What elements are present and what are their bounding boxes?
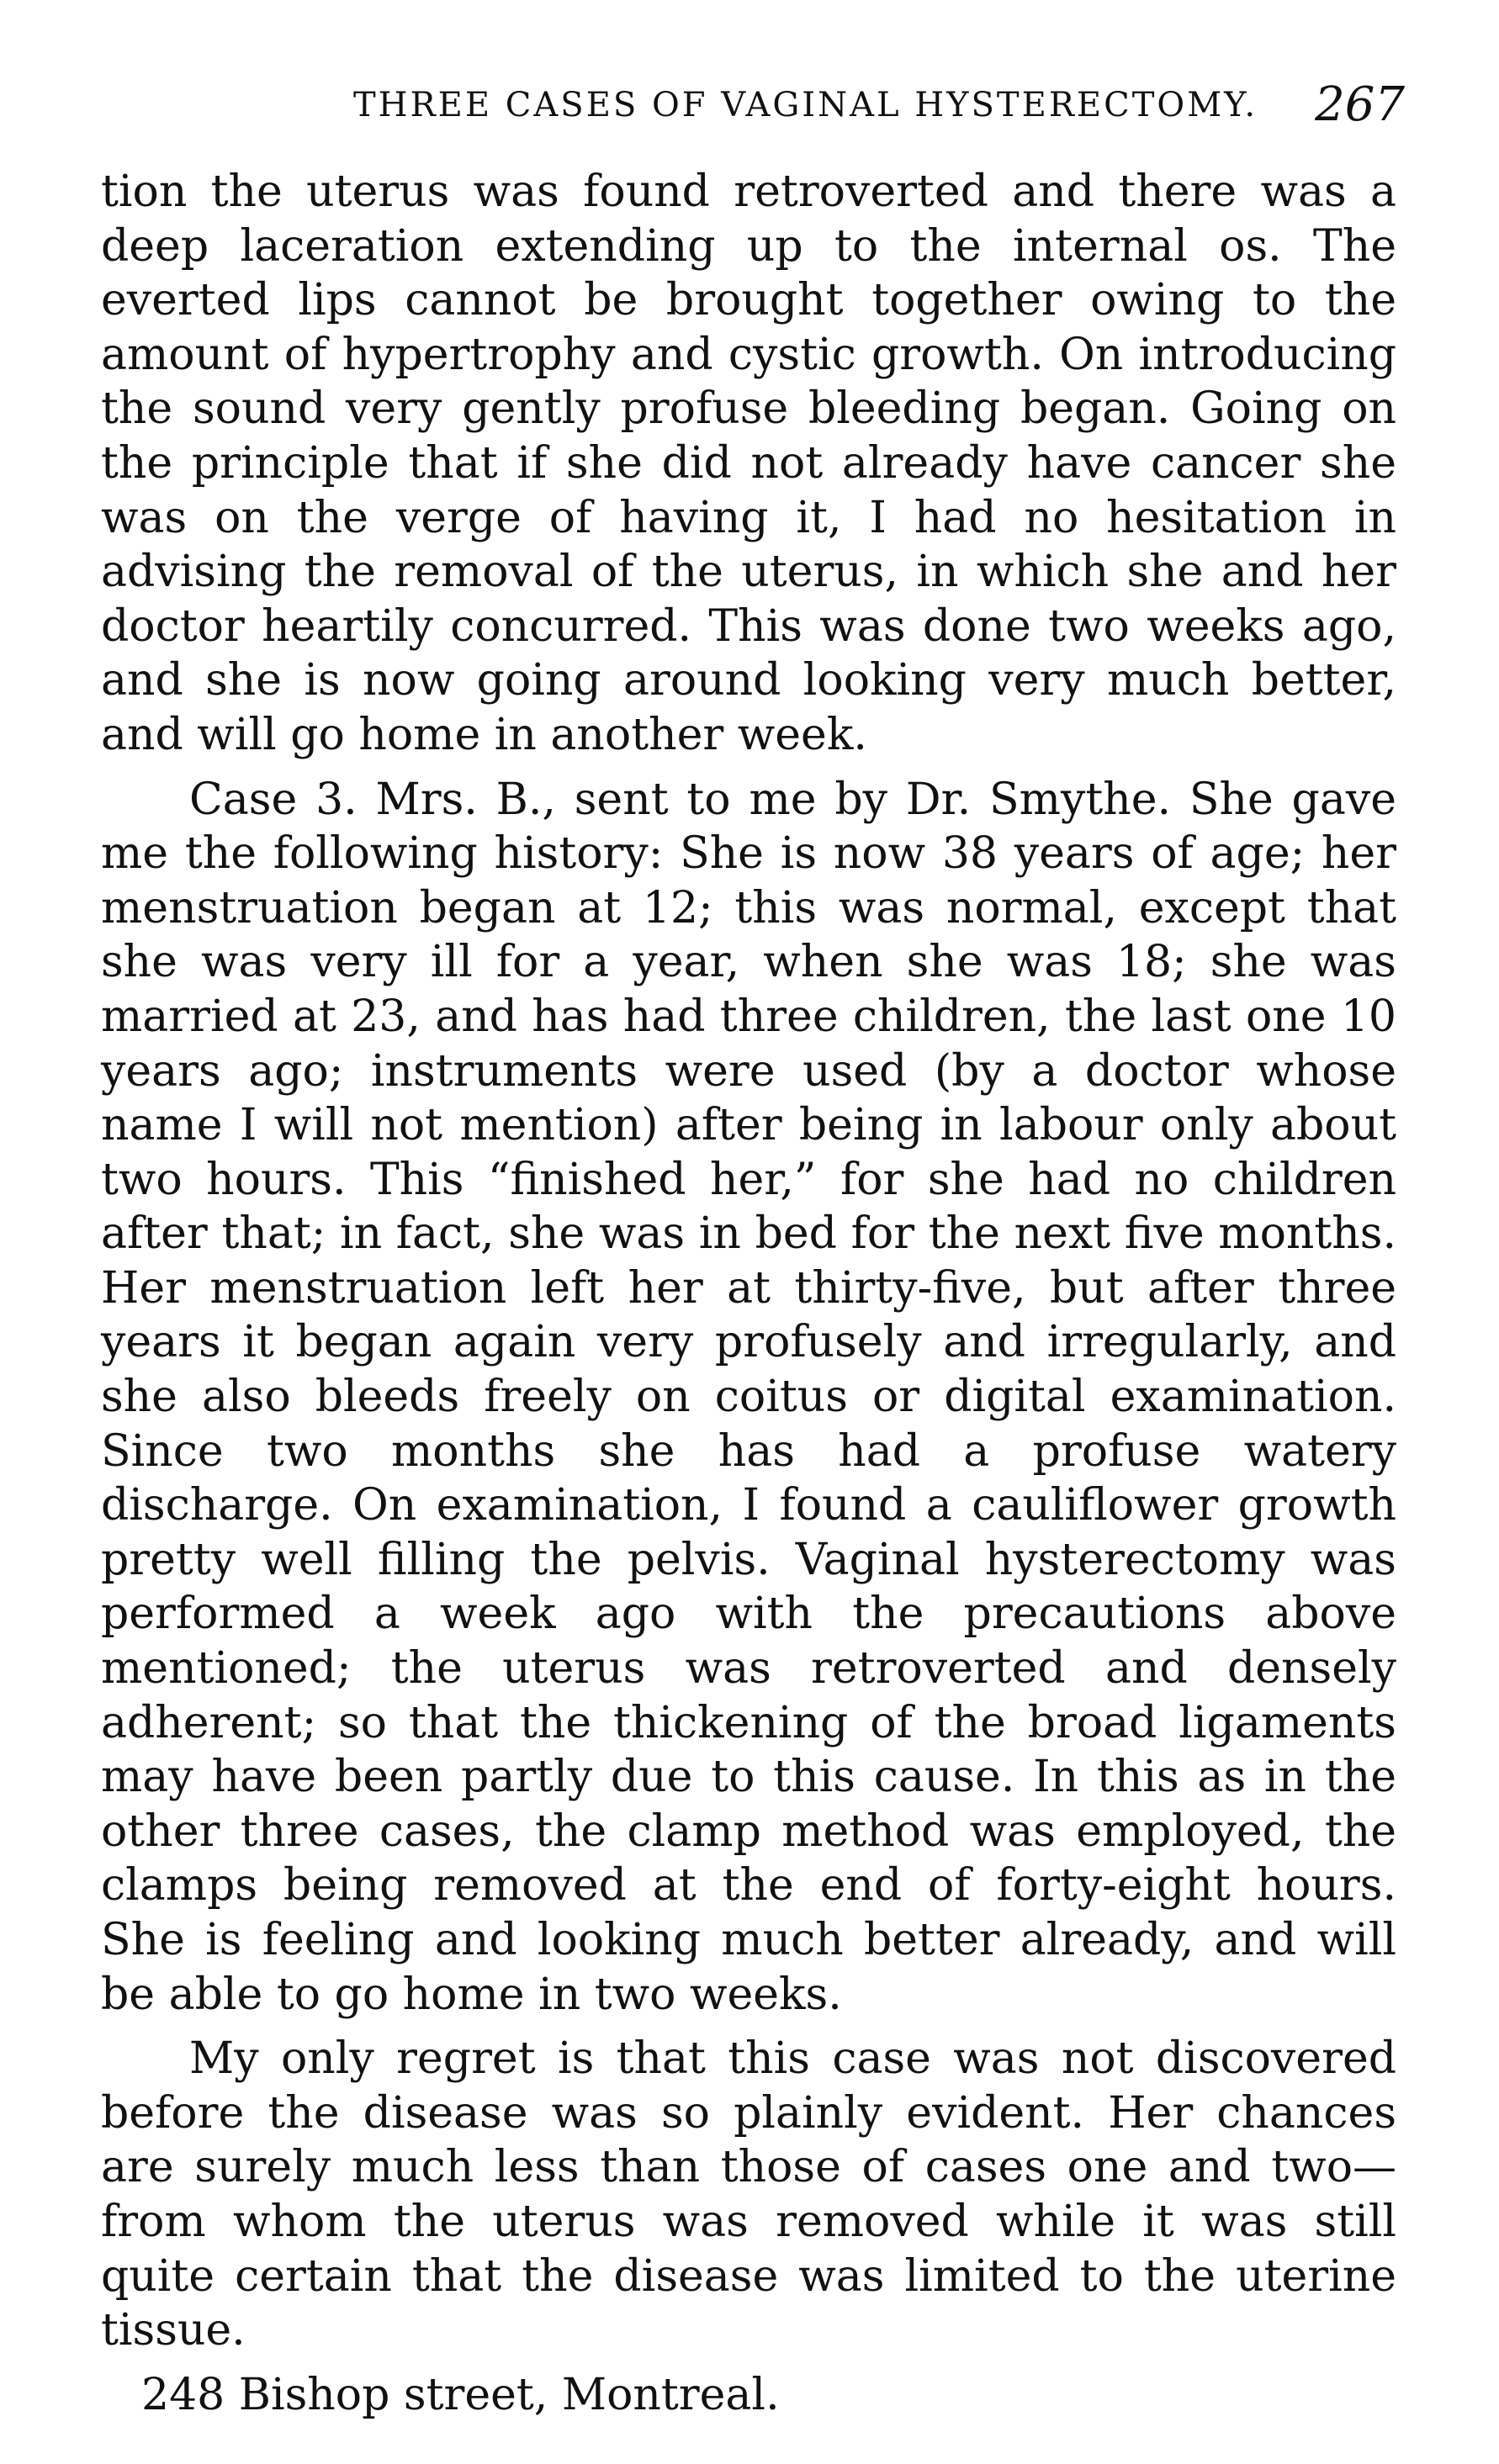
paragraph-case-3: Case 3. Mrs. B., sent to me by Dr. Smythe. She gave me the following history: She is now 38 years of age; her menstruation began at 12; this was normal, except that she was very ill for a year, when she was 18; she was married at 23, and has had three children, the last one 10 years ago; instruments were used (by a doctor whose name I will not mention) after being in labour only about two hours. This “finished her,” for she had no children after that; in fact, she was in bed for the next five months. Her menstruation left her at thirty-five, but after three years it began again very profusely and irregularly, and she also bleeds freely on coitus or digital examination. Since two months she has had a profuse watery discharge. On examination, I found a cauliflower growth pretty well filling the pelvis. Vaginal hysterectomy was performed a week ago with the precautions above mentioned; the uterus was retroverted and densely adherent; so that the thickening of the broad ligaments may have been partly due to this cause. In this as in the other three cases, the clamp method was employed, the clamps being removed at the end of forty-eight hours. She is feeling and looking much better already, and will be able to go home in two weeks. xyxy=(101,774,1396,2020)
paragraph-continuation: tion the uterus was found retroverted and there was a deep laceration extending up to the internal os. The everted lips cannot be brought together owing to the amount of hypertrophy and cystic growth. On introducing the sound very gently profuse bleeding began. Going on the principle that if she did not already have cancer she was on the verge of having it, I had no hesitation in advising the removal of the uterus, in which she and her doctor heartily concurred. This was done two weeks ago, and she is now going around looking very much better, and will go home in another week. xyxy=(101,167,1396,760)
paragraph-conclusion: My only regret is that this case was not discovered before the disease was so plainly evident. Her chances are surely much less than those of cases one and two—from whom the uterus was removed while it was still quite certain that the disease was limited to the uterine tissue. xyxy=(101,2033,1396,2356)
author-address: 248 Bishop street, Montreal. xyxy=(141,2369,780,2420)
body-text xyxy=(101,165,1396,2432)
running-head xyxy=(126,77,1405,136)
page-number: 267 xyxy=(1315,77,1405,132)
running-title: THREE CASES OF VAGINAL HYSTERECTOMY. xyxy=(353,86,1258,124)
